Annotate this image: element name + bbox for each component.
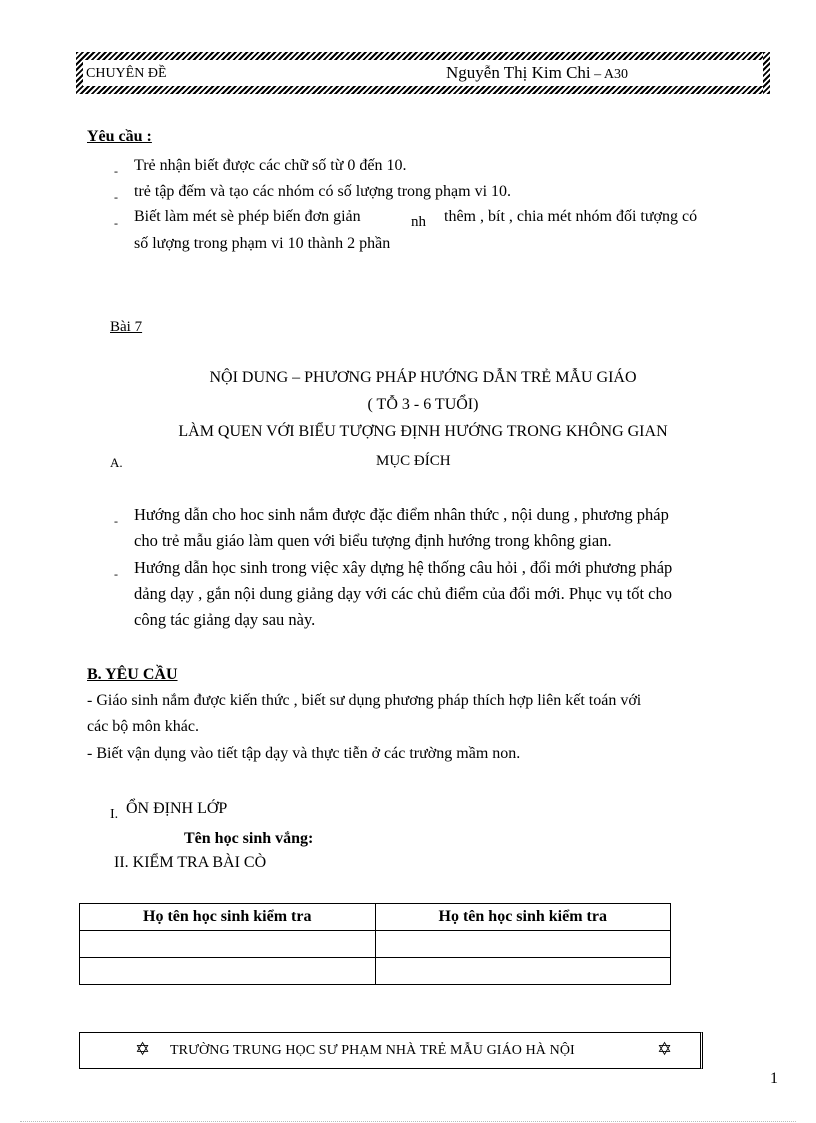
header-border-right: [763, 52, 770, 94]
section-b-line3: - Biết vận dụng vào tiết tập dạy và thực tiễn ở các trường mầm non.: [87, 745, 521, 762]
absent-students-label: Tên học sinh vắng:: [184, 830, 314, 847]
table-header-cell: Họ tên học sinh kiểm tra: [375, 904, 671, 931]
bullet-dash: -: [114, 514, 118, 528]
section-a-marker: A.: [110, 455, 123, 470]
lesson-label: Bài 7: [110, 319, 143, 335]
header-border-top: [76, 52, 770, 60]
section-a-title: MỤC ĐÍCH: [376, 453, 451, 469]
requirement-inline-note: nh: [411, 214, 426, 230]
page-footer: [79, 1032, 703, 1069]
purpose-item-1-line1: Hướng dẫn cho hoc sinh nắm được đặc điểm nhân thức , nội dung , phương pháp: [134, 505, 669, 524]
students-table: [79, 903, 671, 985]
header-border-bottom: [76, 86, 770, 94]
bullet-dash: -: [114, 164, 118, 178]
header-border-left: [76, 52, 83, 94]
purpose-item-2-line2: dảng dạy , gắn nội dung giảng dạy với các chủ điểm của đổi mới. Phục vụ tốt cho: [134, 584, 672, 603]
table-cell: [80, 958, 376, 985]
table-row: [80, 958, 671, 985]
star-of-david-icon: ✡: [135, 1039, 151, 1059]
purpose-item-2-line3: công tác giảng dạy sau này.: [134, 610, 316, 629]
table-cell: [80, 931, 376, 958]
page-header: [76, 52, 770, 94]
requirement-item-3b: thêm , bít , chia mét nhóm đối tượng có: [444, 208, 698, 225]
section-b-line2: các bộ môn khác.: [87, 718, 199, 735]
footer-school-name: TRƯỜNG TRUNG HỌC SƯ PHẠM NHÀ TRẺ MẪU GIÁO HÀ NỘI: [170, 1043, 575, 1058]
table-row: [80, 931, 671, 958]
header-author: [446, 63, 628, 83]
lesson-title-line2: ( TỖ 3 - 6 TUỔI): [367, 396, 479, 413]
table-header-cell: Họ tên học sinh kiểm tra: [80, 904, 376, 931]
bullet-dash: -: [114, 567, 118, 581]
requirement-item-2: trẻ tập đếm và tạo các nhóm có số lượng trong phạm vi 10.: [134, 183, 512, 200]
header-topic-label: CHUYÊN ĐỀ: [86, 66, 167, 81]
section-b-line1: - Giáo sinh nắm được kiến thức , biết sư dụng phương pháp thích hợp liên kết toán với: [87, 692, 642, 709]
bullet-dash: -: [114, 190, 118, 204]
class-section-roman: I.: [110, 807, 119, 822]
table-header-row: [80, 904, 671, 931]
class-section-title: ỔN ĐỊNH LỚP: [126, 800, 228, 817]
star-of-david-icon: ✡: [657, 1039, 673, 1059]
section-b-title: B. YÊU CẦU: [87, 666, 178, 683]
page-number: 1: [770, 1070, 778, 1087]
requirement-item-3c: số lượng trong phạm vi 10 thành 2 phần: [134, 235, 391, 252]
table-cell: [375, 958, 671, 985]
purpose-item-2-line1: Hướng dẫn học sinh trong việc xây dựng hệ thống câu hỏi , đổi mới phương pháp: [134, 558, 673, 577]
table-cell: [375, 931, 671, 958]
bullet-dash: -: [114, 216, 118, 230]
purpose-item-1-line2: cho trẻ mẫu giáo làm quen với biểu tượng định hướng trong không gian.: [134, 531, 612, 550]
requirement-item-3a: Biết làm mét sè phép biến đơn giản: [134, 208, 361, 225]
header-author-suffix: – A30: [590, 67, 629, 82]
requirement-item-1: Trẻ nhận biết được các chữ số từ 0 đến 10.: [134, 157, 407, 174]
lesson-title-line1: NỘI DUNG – PHƯƠNG PHÁP HƯỚNG DẪN TRẺ MẪU GIÁO: [209, 369, 637, 386]
check-section-title: II. KIỂM TRA BÀI CÒ: [114, 854, 267, 871]
header-author-name: Nguyễn Thị Kim Chi: [446, 63, 591, 82]
lesson-title-line3: LÀM QUEN VỚI BIỂU TƯỢNG ĐỊNH HƯỚNG TRONG KHÔNG GIAN: [178, 423, 668, 440]
requirements-title: Yêu cầu :: [87, 128, 152, 145]
